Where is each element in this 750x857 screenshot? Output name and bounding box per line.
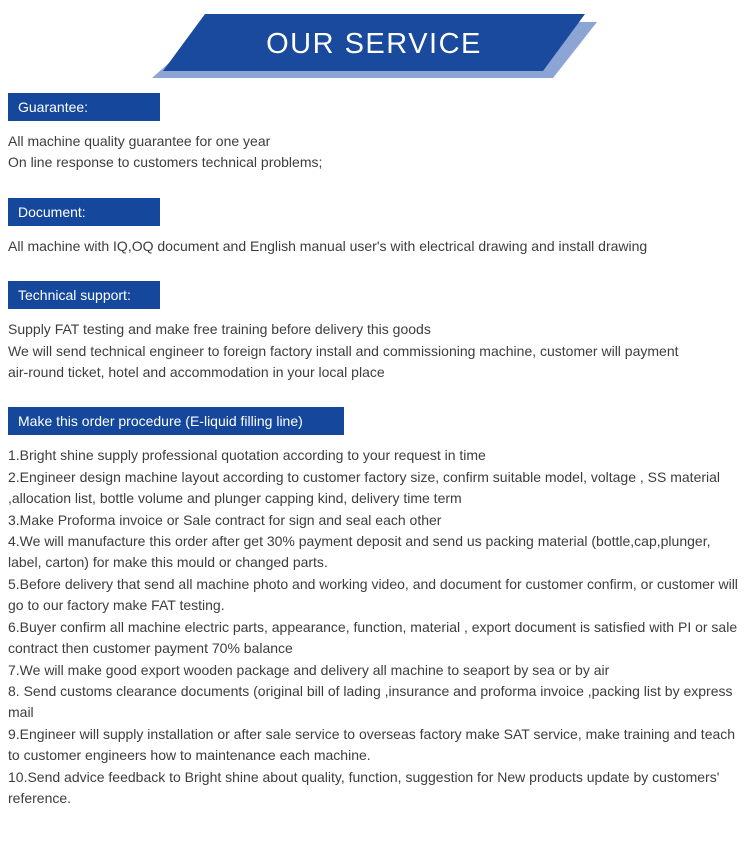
section-header-guarantee: Guarantee:	[8, 93, 160, 121]
text-line: label, carton) for make this mould or changed parts.	[8, 554, 328, 571]
section-body-guarantee	[8, 131, 742, 174]
section-technical-support	[8, 281, 742, 383]
text-line: 4.We will manufacture this order after get 30% payment deposit and send us packing material (bottle,cap,plunger,	[8, 533, 711, 550]
text-line: reference.	[8, 789, 72, 806]
text-line: 8. Send customs clearance documents (original bill of lading ,insurance and proforma invoice ,packing list by express	[8, 682, 733, 699]
text-line: On line response to customers technical problems;	[8, 154, 323, 171]
text-line: contract then customer payment 70% balance	[8, 640, 293, 657]
text-line: 5.Before delivery that send all machine photo and working video, and document for customer confirm, or customer will	[8, 575, 738, 592]
text-line: mail	[8, 704, 34, 721]
section-body-order-procedure	[8, 445, 742, 809]
section-header-technical-support: Technical support:	[8, 281, 160, 309]
text-line: All machine quality guarantee for one year	[8, 133, 271, 149]
section-body-technical-support	[8, 319, 742, 383]
text-line: to customer engineers how to maintenance each machine.	[8, 747, 371, 764]
text-line: 2.Engineer design machine layout according to customer factory size, confirm suitable model, voltage , SS material	[8, 468, 721, 485]
banner-ribbon-graphic	[0, 0, 750, 85]
service-banner	[0, 0, 750, 85]
text-line: All machine with IQ,OQ document and English manual user's with electrical drawing and install drawing	[8, 237, 648, 254]
text-line: air-round ticket, hotel and accommodation in your local place	[8, 364, 385, 381]
banner-title: OUR SERVICE	[266, 28, 482, 60]
text-line: 1.Bright shine supply professional quotation according to your request in time	[8, 447, 486, 464]
section-guarantee	[8, 93, 742, 174]
text-line: 7.We will make good export wooden package and delivery all machine to seaport by sea or by air	[8, 661, 610, 678]
section-header-order-procedure: Make this order procedure (E-liquid filling line)	[8, 407, 344, 435]
section-header-document: Document:	[8, 198, 160, 226]
section-body-document	[8, 236, 742, 257]
section-order-procedure	[8, 407, 742, 809]
content-area	[0, 93, 750, 809]
section-document	[8, 198, 742, 257]
text-line: go to our factory make FAT testing.	[8, 597, 225, 614]
text-line: 3.Make Proforma invoice or Sale contract for sign and seal each other	[8, 511, 442, 528]
text-line: We will send technical engineer to foreign factory install and commissioning machine, customer will payment	[8, 342, 679, 359]
text-line: ,allocation list, bottle volume and plunger capping kind, delivery time term	[8, 490, 462, 507]
text-line: 6.Buyer confirm all machine electric parts, appearance, function, material , export document is satisfied with PI or sale	[8, 618, 738, 635]
text-line: Supply FAT testing and make free training before delivery this goods	[8, 321, 431, 338]
text-line: 9.Engineer will supply installation or after sale service to overseas factory make SAT service, make training and teach	[8, 725, 736, 742]
text-line: 10.Send advice feedback to Bright shine about quality, function, suggestion for New products update by customers'	[8, 768, 720, 785]
